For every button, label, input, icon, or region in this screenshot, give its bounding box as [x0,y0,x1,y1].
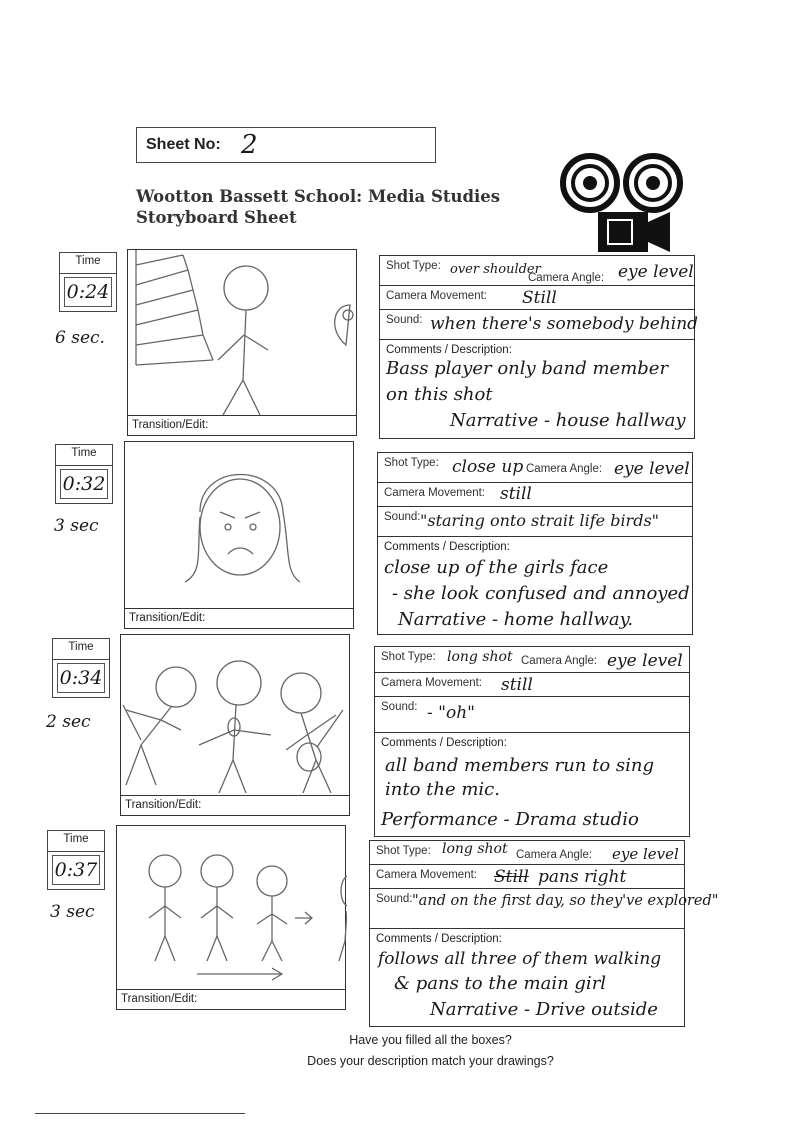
sound-value: when there's somebody behind [430,314,699,334]
comment-line: & pans to the main girl [394,973,607,994]
sound-label: Sound: [381,701,418,713]
shot-type-value: long shot [442,841,508,857]
sound-value: - "oh" [427,703,475,723]
shot-type-label: Shot Type: [384,457,439,469]
shot-type-row[interactable] [375,647,689,673]
comment-line: Bass player only band member [386,358,669,379]
comment-line: Narrative - house hallway [450,410,686,431]
storyboard-frame[interactable] [124,441,354,629]
comments-field[interactable] [380,340,694,438]
camera-movement-struck: Still [494,867,529,887]
school-title: Wootton Bassett School: Media Studies [136,187,501,206]
transition-edit-field[interactable]: Transition/Edit: [128,415,356,435]
sheet-number-label: Sheet No: [146,136,221,153]
shot-type-value: close up [452,457,524,477]
comments-label: Comments / Description: [384,541,510,553]
camera-movement-value: still [501,675,533,695]
sketch-band-at-mic [121,635,351,797]
time-value[interactable]: 0:24 [64,277,112,307]
sound-label: Sound: [376,893,413,905]
camera-angle-value: eye level [618,262,694,282]
footer-question: Does your description match your drawings? [307,1054,554,1068]
camera-angle-label: Camera Angle: [521,655,598,667]
camera-movement-value: Still [522,288,557,308]
comment-line: Narrative - home hallway. [398,609,634,630]
sound-value: "and on the first day, so they've explored" [412,893,719,909]
storyboard-frame[interactable] [116,825,346,1010]
sound-label: Sound: [386,314,423,326]
time-label: Time [63,833,89,845]
sound-value: "staring onto strait life birds" [420,511,660,530]
time-value[interactable]: 0:34 [57,663,105,693]
duration-note: 6 sec. [55,328,105,348]
camera-movement-value: pans right [538,867,627,887]
comments-field[interactable] [375,733,689,836]
shot-details-panel [379,255,699,439]
comments-label: Comments / Description: [376,933,502,945]
comments-label: Comments / Description: [381,737,507,749]
transition-edit-field[interactable]: Transition/Edit: [125,608,353,628]
comment-line: on this shot [386,384,493,405]
shot-type-value: long shot [447,649,513,665]
camera-angle-label: Camera Angle: [528,272,605,284]
sheet-number-value: 2 [241,130,258,160]
footer-question: Have you filled all the boxes? [349,1033,512,1047]
comment-line: - she look confused and annoyed [392,583,690,604]
storyboard-frame[interactable] [127,249,357,436]
bottom-rule [35,1113,245,1114]
comments-field[interactable] [378,537,692,634]
transition-edit-field[interactable]: Transition/Edit: [121,795,349,815]
camera-angle-value: eye level [607,651,683,671]
comment-line: follows all three of them walking [378,949,662,969]
camera-movement-row[interactable] [375,673,689,697]
shot-type-value: over shoulder [450,262,541,277]
sound-row[interactable] [378,507,692,537]
time-box [59,252,117,312]
camera-angle-label: Camera Angle: [516,849,593,861]
duration-note: 2 sec [46,712,91,732]
time-value[interactable]: 0:37 [52,855,100,885]
transition-edit-field[interactable]: Transition/Edit: [117,989,345,1009]
duration-note: 3 sec [54,516,99,536]
comments-field[interactable] [370,929,684,1026]
sheet-number-box [136,127,436,163]
sound-row[interactable] [375,697,689,733]
camera-movement-row[interactable] [380,286,694,310]
sound-label: Sound: [384,511,421,523]
comment-line: Performance - Drama studio [381,809,639,830]
shot-type-label: Shot Type: [381,651,436,663]
time-label: Time [75,255,101,267]
shot-type-row[interactable] [370,841,684,865]
time-label: Time [68,641,94,653]
shot-details-panel [374,646,690,837]
comments-label: Comments / Description: [386,344,512,356]
camera-movement-label: Camera Movement: [381,677,482,689]
comment-line: all band members run to sing [385,755,654,776]
camera-angle-value: eye level [614,459,690,479]
camera-movement-label: Camera Movement: [376,869,477,881]
camera-movement-label: Camera Movement: [386,290,487,302]
comment-line: into the mic. [385,779,500,800]
camera-angle-label: Camera Angle: [526,463,603,475]
camera-movement-value: still [500,484,532,504]
sketch-bass-player [128,250,358,417]
shot-details-panel [377,452,693,635]
sound-row[interactable] [370,889,719,929]
shot-type-label: Shot Type: [376,845,431,857]
time-box [47,830,105,890]
camera-movement-label: Camera Movement: [384,487,485,499]
time-value[interactable]: 0:32 [60,469,108,499]
shot-type-row[interactable] [380,256,694,286]
camera-movement-row[interactable] [378,483,692,507]
time-box [52,638,110,698]
comment-line: close up of the girls face [384,557,609,578]
camera-angle-value: eye level [612,845,679,863]
time-label: Time [71,447,97,459]
time-box [55,444,113,504]
sketch-three-walking [117,826,347,991]
sound-row[interactable] [380,310,699,340]
storyboard-subtitle: Storyboard Sheet [136,208,297,227]
shot-type-label: Shot Type: [386,260,441,272]
comment-line: Narrative - Drive outside [430,999,658,1020]
shot-type-row[interactable] [378,453,692,483]
duration-note: 3 sec [50,902,95,922]
sketch-girl-close-up [125,442,355,610]
camera-movement-row[interactable] [370,865,684,889]
storyboard-frame[interactable] [120,634,350,816]
film-camera-icon [560,150,690,260]
shot-details-panel [369,840,719,1027]
